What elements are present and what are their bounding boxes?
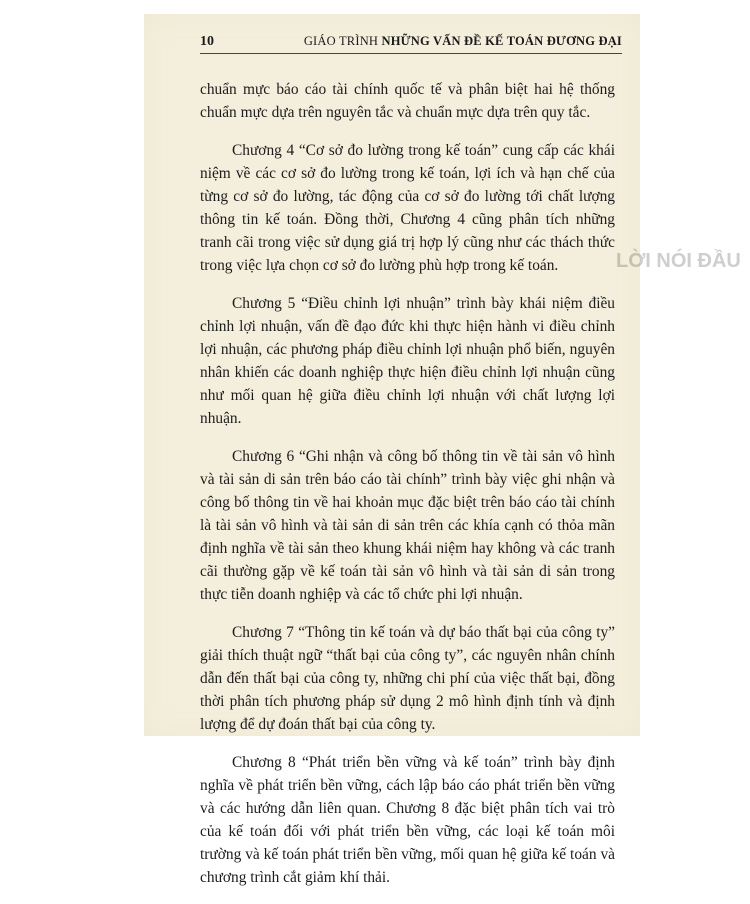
paragraph: chuẩn mực báo cáo tài chính quốc tế và phân biệt hai hệ thống chuẩn mực dựa trên nguyên tắc và chuẩn mực dựa trên quy tắc. [200, 81, 615, 121]
running-title-prefix: GIÁO TRÌNH [303, 34, 382, 48]
bleed-through-text: LỜI NÓI ĐẦU [616, 250, 741, 272]
paragraph: Chương 7 “Thông tin kế toán và dự báo thất bại của công ty” giải thích thuật ngữ “thất bại của công ty”, các nguyên nhân chính dẫn đến thất bại của công ty, những chi phí của việc thất bại, đồng thời phân tích phương pháp sử dụng 2 mô hình định tính và định lượng để dự đoán thất bại của công ty. [200, 624, 615, 733]
page-number: 10 [200, 34, 214, 49]
paragraph: Chương 8 “Phát triển bền vững và kế toán” trình bày định nghĩa về phát triển bền vững, cách lập báo cáo phát triển bền vững và các hướng dẫn liên quan. Chương 8 đặc biệt phân tích vai trò của kế toán đối với phát triển bền vững, các loại kế toán môi trường và kế toán phát triển bền vững, mối quan hệ giữa kế toán và chương trình cắt giảm khí thải. [200, 754, 615, 886]
paragraph: Chương 5 “Điều chỉnh lợi nhuận” trình bày khái niệm điều chỉnh lợi nhuận, vấn đề đạo đức khi thực hiện hành vi điều chỉnh lợi nhuận, các phương pháp điều chỉnh lợi nhuận phổ biến, nguyên nhân khiến các doanh nghiệp thực hiện điều chỉnh lợi nhuận cũng như mối quan hệ giữa điều chỉnh lợi nhuận với chất lượng lợi nhuận. [200, 295, 615, 427]
page-body [200, 78, 615, 904]
page-header [200, 32, 622, 54]
running-title [304, 34, 622, 49]
paragraph: Chương 6 “Ghi nhận và công bố thông tin về tài sản vô hình và tài sản di sản trên báo cáo tài chính” trình bày việc ghi nhận và công bố thông tin về hai khoản mục đặc biệt trên báo cáo tài chính là tài sản vô hình và tài sản di sản trên các khía cạnh có thỏa mãn định nghĩa về tài sản theo khung khái niệm hay không và các tranh cãi thường gặp về kế toán tài sản vô hình và tài sản di sản trong thực tiễn doanh nghiệp và các tổ chức phi lợi nhuận. [200, 448, 615, 603]
header-rule [200, 53, 622, 54]
book-page [144, 14, 741, 886]
running-title-main: NHỮNG VẤN ĐỀ KẾ TOÁN ĐƯƠNG ĐẠI [381, 34, 622, 48]
paragraph: Chương 4 “Cơ sở đo lường trong kế toán” cung cấp các khái niệm về các cơ sở đo lường trong kế toán, lợi ích và hạn chế của từng cơ sở đo lường, tác động của cơ sở đo lường tới chất lượng thông tin kế toán. Đồng thời, Chương 4 cũng phân tích những tranh cãi trong việc sử dụng giá trị hợp lý cũng như các thách thức trong việc lựa chọn cơ sở đo lường phù hợp trong kế toán. [200, 142, 615, 274]
